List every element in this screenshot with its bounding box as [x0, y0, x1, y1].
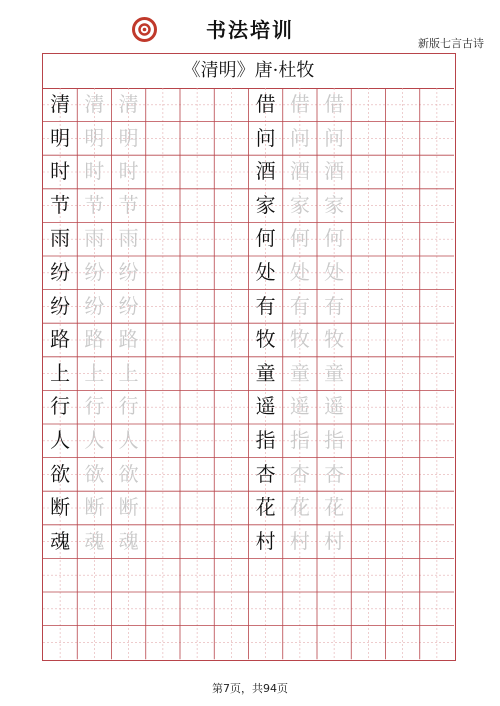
- trace-character: 花: [324, 495, 345, 520]
- trace-character: 牧: [289, 327, 310, 352]
- trace-character: 借: [324, 92, 345, 116]
- trace-character: 明: [118, 125, 139, 150]
- trace-character: 村: [289, 528, 310, 553]
- trace-character: 行: [118, 394, 139, 419]
- trace-character: 童: [324, 360, 345, 385]
- trace-character: 纷: [84, 293, 105, 318]
- trace-character: 牧: [324, 327, 345, 352]
- trace-character: 村: [324, 528, 345, 553]
- trace-character: 有: [324, 293, 345, 318]
- model-character: 杏: [255, 461, 276, 486]
- model-character: 村: [255, 528, 276, 553]
- trace-character: 清: [84, 92, 105, 116]
- trace-character: 问: [324, 125, 345, 150]
- trace-character: 时: [84, 159, 105, 184]
- model-character: 行: [50, 394, 71, 419]
- page-number: 第7页，共94页: [212, 682, 288, 695]
- trace-character: 何: [324, 226, 345, 251]
- trace-character: 杏: [289, 461, 310, 486]
- trace-character: 断: [84, 495, 105, 520]
- trace-character: 酒: [289, 159, 310, 184]
- trace-character: 明: [84, 125, 105, 150]
- model-character: 路: [50, 327, 71, 352]
- trace-character: 节: [118, 192, 139, 217]
- trace-character: 时: [118, 159, 139, 184]
- trace-character: 问: [289, 125, 310, 150]
- model-character: 纷: [50, 260, 71, 284]
- trace-character: 魂: [84, 528, 105, 553]
- trace-character: 纷: [118, 293, 139, 318]
- trace-character: 欲: [118, 461, 139, 486]
- trace-character: 处: [324, 260, 345, 284]
- trace-character: 借: [289, 92, 310, 116]
- model-character: 断: [50, 495, 71, 520]
- trace-character: 人: [118, 428, 139, 452]
- trace-character: 路: [118, 327, 139, 352]
- trace-character: 指: [324, 428, 345, 452]
- page-title: 书法培训: [206, 18, 294, 42]
- trace-character: 指: [289, 428, 310, 452]
- model-character: 节: [50, 192, 71, 217]
- model-character: 牧: [255, 327, 276, 352]
- model-character: 家: [255, 192, 276, 217]
- model-character: 欲: [50, 461, 71, 486]
- trace-character: 童: [289, 360, 310, 385]
- trace-character: 上: [84, 360, 105, 385]
- trace-character: 上: [118, 360, 139, 385]
- trace-character: 有: [289, 293, 310, 318]
- model-character: 童: [255, 360, 276, 385]
- trace-character: 断: [118, 495, 139, 520]
- trace-character: 路: [84, 327, 105, 352]
- poem-title: 《清明》唐·杜牧: [43, 54, 454, 89]
- model-character: 何: [255, 226, 276, 251]
- trace-character: 遥: [324, 394, 345, 419]
- trace-character: 节: [84, 192, 105, 217]
- model-character: 明: [50, 125, 71, 150]
- model-character: 借: [255, 92, 276, 116]
- model-character: 人: [50, 428, 71, 452]
- model-character: 时: [50, 159, 71, 184]
- trace-character: 处: [289, 260, 310, 284]
- trace-character: 家: [324, 192, 345, 217]
- model-character: 酒: [255, 159, 276, 184]
- trace-character: 行: [84, 394, 105, 419]
- trace-character: 欲: [84, 461, 105, 486]
- trace-character: 花: [289, 495, 310, 520]
- model-character: 遥: [255, 394, 276, 419]
- model-character: 上: [50, 360, 71, 385]
- model-character: 指: [255, 428, 276, 452]
- model-character: 处: [255, 260, 276, 284]
- trace-character: 雨: [84, 226, 105, 251]
- trace-character: 杏: [324, 461, 345, 486]
- model-character: 纷: [50, 293, 71, 318]
- model-character: 有: [255, 293, 276, 318]
- trace-character: 清: [118, 92, 139, 116]
- trace-character: 人: [84, 428, 105, 452]
- trace-character: 雨: [118, 226, 139, 251]
- trace-character: 遥: [289, 394, 310, 419]
- trace-character: 家: [289, 192, 310, 217]
- trace-character: 何: [289, 226, 310, 251]
- edition-label: 新版七言古诗: [418, 37, 484, 50]
- trace-character: 魂: [118, 528, 139, 553]
- trace-character: 纷: [84, 260, 105, 284]
- model-character: 花: [255, 495, 276, 520]
- model-character: 魂: [50, 528, 71, 553]
- model-character: 清: [50, 92, 71, 116]
- model-character: 问: [255, 125, 276, 150]
- trace-character: 纷: [118, 260, 139, 284]
- trace-character: 酒: [324, 159, 345, 184]
- model-character: 雨: [50, 226, 71, 251]
- practice-sheet: [42, 53, 456, 661]
